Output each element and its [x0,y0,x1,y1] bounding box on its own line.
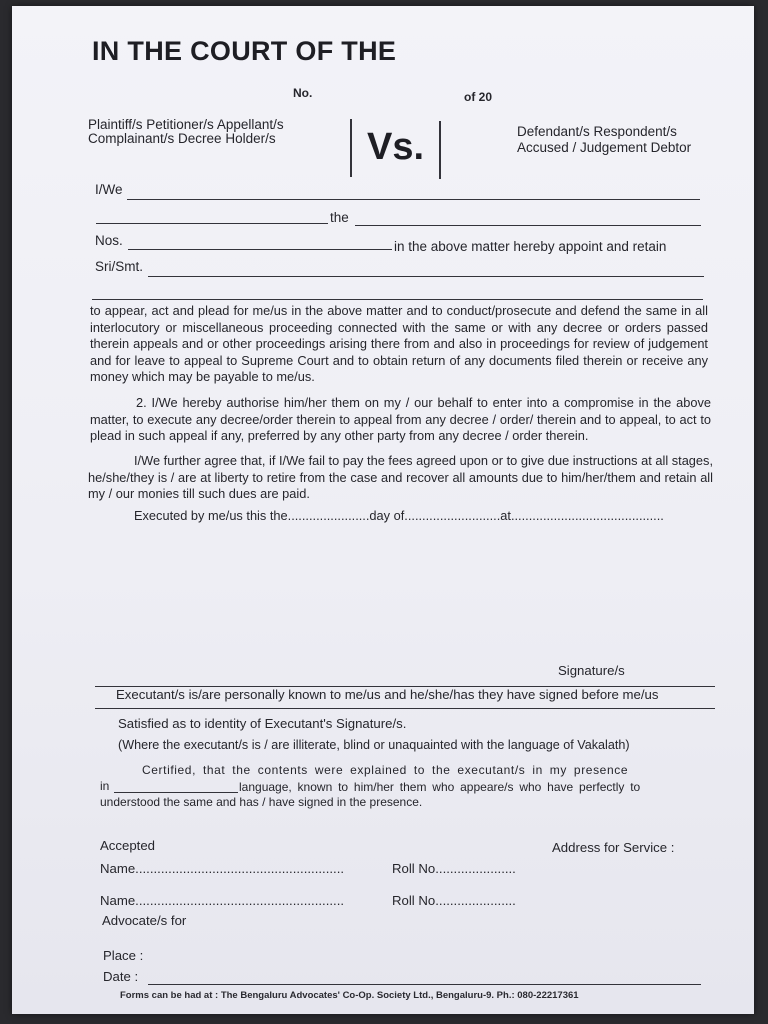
vs-divider-left [350,119,352,177]
advocate-name-line[interactable] [148,276,704,277]
address-service-label: Address for Service : [552,840,675,855]
advocate-name-1[interactable]: Name......................................................... [100,861,345,876]
appoint-text: in the above matter hereby appoint and retain [394,239,667,254]
certified-end-text: understood the same and has / have signed in the presence. [100,795,423,809]
case-year-label: of 20 [464,90,493,104]
nos-label: Nos. [95,233,123,248]
complainant-label: Complainant/s Decree Holder/s [88,131,276,146]
defendant-label: Defendant/s Respondent/s [517,124,677,139]
roll-no-1[interactable]: Roll No...................... [392,861,516,876]
plaintiff-label: Plaintiff/s Petitioner/s Appellant/s [88,117,284,132]
known-statement: Executant/s is/are personally known to me/us and he/she/has they have signed before me/us [116,687,659,702]
illiterate-note: (Where the executant/s is / are illiterate, blind or unaquainted with the language of Vakalath) [118,738,630,752]
compromise-paragraph: 2. I/We hereby authorise him/her them on my / our behalf to enter into a compromise in the above matter, to execute any decree/order therein to appeal from any decree / order/ therein and to appeal, to act to plead in such appeal if any, preferred by any other party from any decree / order therein. [90,395,711,443]
court-title: IN THE COURT OF THE [92,36,397,66]
place-label: Place : [103,948,144,963]
the-label: the [330,210,349,225]
versus-label: Vs. [367,126,425,168]
certified-statement: Certified, that the contents were explained to the executant/s in my presence [142,763,629,777]
footer-note: Forms can be had at : The Bengaluru Advocates' Co-Op. Society Ltd., Bengaluru-9. Ph.: 080-22217361 [120,990,579,1001]
accused-label: Accused / Judgement Debtor [517,140,692,155]
name-field-line[interactable] [96,223,328,224]
signature-label: Signature/s [558,663,625,678]
fees-paragraph: I/We further agree that, if I/We fail to pay the fees agreed upon or to give due instructions at all stages, he/she/they is / are at liberty to retire from the case and recover all amounts due to him/her/them and retain all my / our monies till such dues are paid. [88,453,713,501]
accepted-label: Accepted [100,838,155,853]
satisfied-statement: Satisfied as to identity of Executant's Signature/s. [118,716,407,731]
certified-language-text: language, known to him/her them who appeare/s who have perfectly to [239,780,641,794]
advocate-name-2[interactable]: Name......................................................... [100,893,345,908]
srismt-label: Sri/Smt. [95,259,144,274]
date-field-line[interactable] [148,984,701,985]
vakalath-form-page [12,6,754,1014]
iwe-field-line[interactable] [127,199,700,200]
executed-line: Executed by me/us this the.......................day of...........................at........................................... [134,508,664,523]
roll-no-2[interactable]: Roll No...................... [392,893,516,908]
authority-paragraph: to appear, act and plead for me/us in the above matter and to conduct/prosecute and defend the same in all interlocutory or miscellaneous proceeding connected with the same or with any decree or orders passed therein appeals and or other proceedings arising there from and also in proceedings for review of judgement and for leave to appeal to Supreme Court and to obtain return of any documents filed therein or receive any money which may be payable to me/us. [90,303,708,384]
case-no-label: No. [293,86,313,100]
nos-field-line[interactable] [128,249,392,250]
the-field-line[interactable] [355,225,701,226]
language-field-line[interactable] [114,792,238,793]
certified-in-label: in [100,779,110,793]
date-label: Date : [103,969,139,984]
known-line [95,708,715,709]
advocate-for-label: Advocate/s for [102,913,187,928]
iwe-label: I/We [95,182,123,197]
vs-divider-right [439,121,441,179]
advocate-name-line-2[interactable] [92,299,703,300]
